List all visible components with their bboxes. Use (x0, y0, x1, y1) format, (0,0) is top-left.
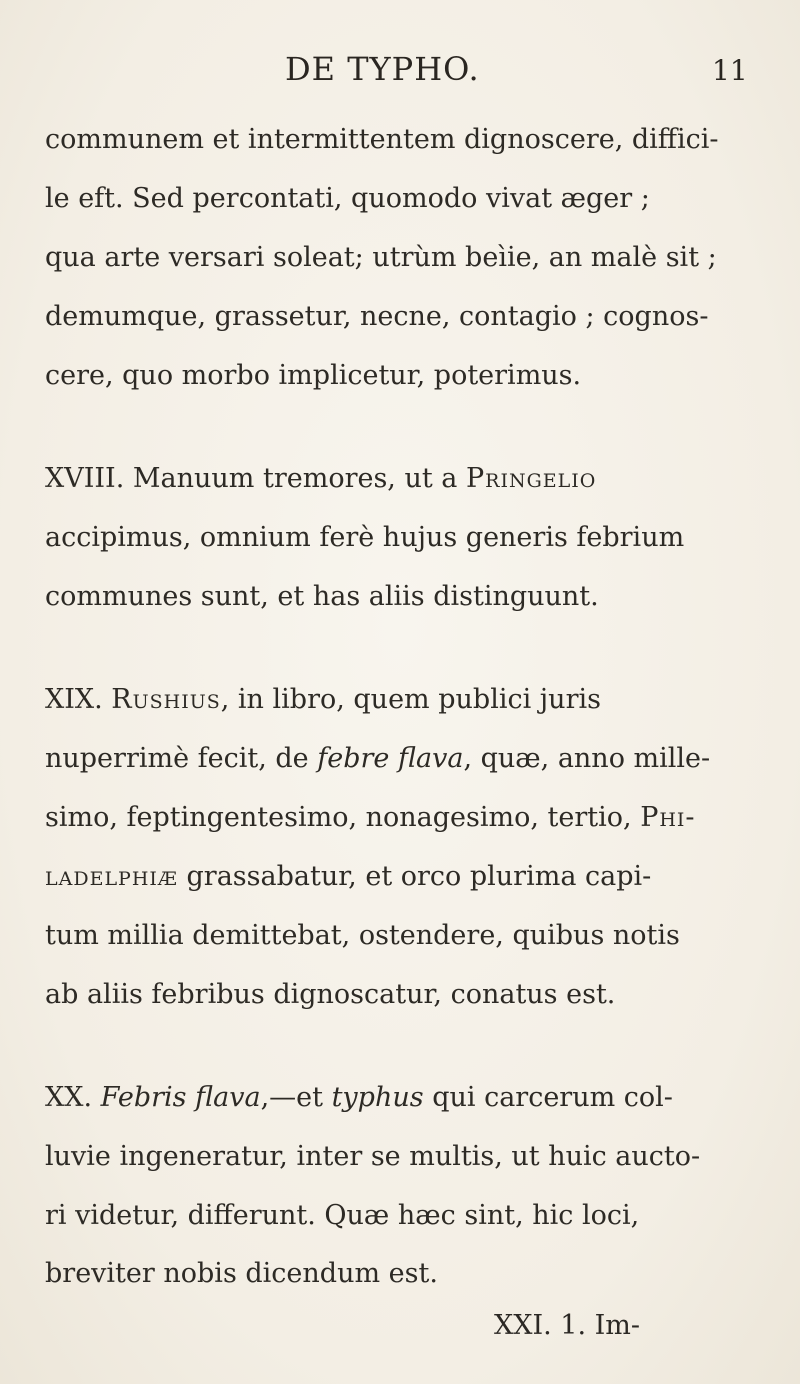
text-line: luvie ingeneratur, inter se multis, ut huic aucto- (45, 1141, 701, 1172)
text-line: communes sunt, et has aliis distinguunt. (45, 581, 599, 612)
text-line: communem et intermittentem dignoscere, diffici- (45, 124, 719, 155)
text-line: demumque, grassetur, necne, contagio ; cognos- (45, 301, 709, 332)
text-line: breviter nobis dicendum est. (45, 1258, 438, 1289)
text-run: , quæ, anno mille- (463, 743, 711, 774)
text-line (45, 857, 765, 897)
text-line (45, 459, 765, 499)
text-line: ab aliis febribus dignoscatur, conatus est. (45, 979, 616, 1010)
text-run: XX. (45, 1082, 101, 1113)
author-name: Pringelio (465, 463, 597, 494)
text-run: grassabatur, et orco plurima capi- (177, 861, 652, 892)
text-line: le eft. Sed percontati, quomodo vivat æger ; (45, 183, 650, 214)
italic-term: Febris flava (100, 1082, 261, 1113)
text-run: qui carcerum col- (423, 1082, 673, 1113)
text-run: XVIII. Manuum tremores, ut a (45, 463, 466, 494)
italic-term: typhus (331, 1082, 424, 1113)
text-run: nuperrimè fecit, de (45, 743, 318, 774)
page-number: 11 (712, 54, 748, 87)
text-line: accipimus, omnium ferè hujus generis febrium (45, 522, 685, 553)
text-line (45, 798, 765, 838)
text-run: , in libro, quem publici juris (220, 684, 601, 715)
text-line: qua arte versari soleat; utrùm beìie, an malè sit ; (45, 242, 717, 273)
italic-title: febre flava (317, 743, 464, 774)
place-name: Phi- (640, 802, 696, 833)
running-title: DE TYPHO. (285, 50, 480, 88)
text-line: ri videtur, differunt. Quæ hæc sint, hic loci, (45, 1200, 640, 1231)
text-line: tum millia demittebat, ostendere, quibus notis (45, 920, 680, 951)
text-line (45, 680, 765, 720)
text-run: ,—et (260, 1082, 332, 1113)
text-line: cere, quo morbo implicetur, poterimus. (45, 360, 582, 391)
page-header (0, 48, 800, 98)
text-run: XIX. (45, 684, 112, 715)
text-run: simo, feptingentesimo, nonagesimo, tertio, (45, 802, 641, 833)
text-line (45, 1078, 765, 1118)
text-line (45, 739, 765, 779)
author-name: Rushius (111, 684, 221, 715)
catchword: XXI. 1. Im- (494, 1310, 641, 1341)
place-name: ladelphiæ (45, 861, 178, 892)
